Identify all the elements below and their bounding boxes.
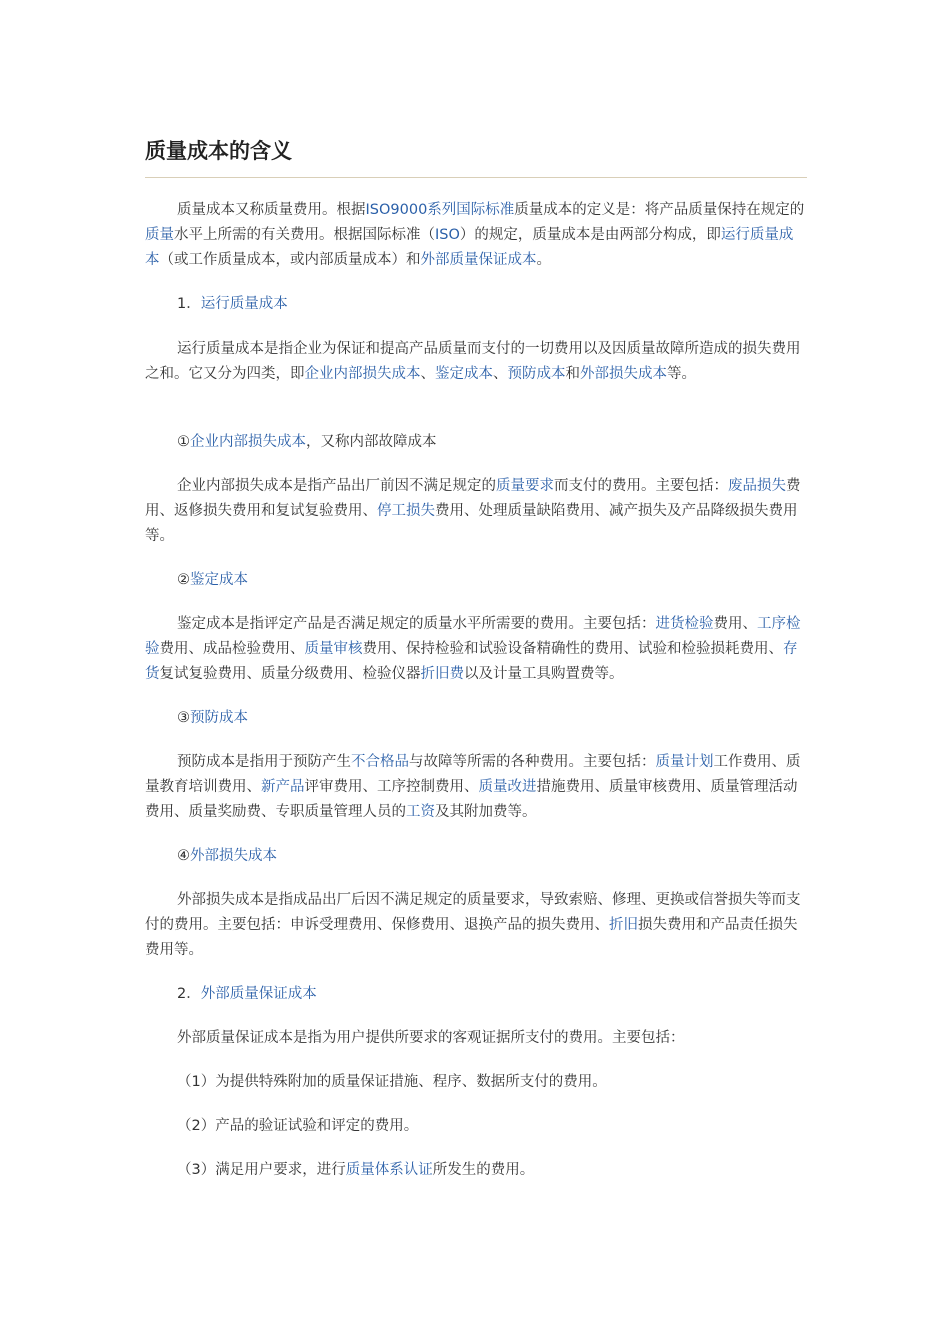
item-marker: ③ bbox=[177, 710, 190, 726]
link-operating-quality-cost-heading[interactable]: 运行质量成本 bbox=[200, 296, 288, 312]
item-marker: ① bbox=[177, 434, 190, 450]
list-item: （2）产品的验证试验和评定的费用。 bbox=[177, 1118, 419, 1134]
item-marker: ② bbox=[177, 572, 190, 588]
page-title: 质量成本的含义 bbox=[145, 139, 292, 163]
intro-paragraph bbox=[145, 198, 807, 273]
text: 等。 bbox=[667, 366, 696, 382]
text: 评审费用、工序控制费用、 bbox=[304, 779, 479, 795]
link-prevention-cost[interactable]: 预防成本 bbox=[507, 366, 566, 382]
text: 措施费用、质量审核费用、质量管理活动费用、质量奖励费、专职质量管理人员的 bbox=[145, 779, 798, 820]
item-marker: ④ bbox=[177, 848, 190, 864]
text: 企业内部损失成本是指产品出厂前因不满足规定的 bbox=[177, 478, 496, 494]
link-external-assurance-cost[interactable]: 外部质量保证成本 bbox=[420, 252, 537, 268]
link-quality-audit[interactable]: 质量审核 bbox=[304, 641, 363, 657]
text: 费用、返修损失费用和复试复验费用、 bbox=[145, 478, 801, 519]
list-item: （1）为提供特殊附加的质量保证措施、程序、数据所支付的费用。 bbox=[177, 1074, 607, 1090]
text: 及其附加费等。 bbox=[435, 804, 537, 820]
link-iso[interactable]: ISO bbox=[435, 227, 460, 243]
link-external-loss-cost[interactable]: 外部损失成本 bbox=[580, 366, 667, 382]
section-number: 2． bbox=[177, 986, 201, 1002]
link-external-loss-cost-heading[interactable]: 外部损失成本 bbox=[190, 848, 277, 864]
text: 水平上所需的有关费用。根据国际标准（ bbox=[174, 227, 435, 243]
text: ，又称内部故障成本 bbox=[306, 434, 437, 450]
title-divider bbox=[145, 177, 807, 178]
appraisal-paragraph bbox=[145, 612, 807, 687]
external-assurance-paragraph: 外部质量保证成本是指为用户提供所要求的客观证据所支付的费用。主要包括： bbox=[177, 1030, 685, 1046]
link-new-product[interactable]: 新产品 bbox=[261, 779, 305, 795]
subsection-heading-prevention bbox=[145, 706, 807, 731]
link-downtime-loss[interactable]: 停工损失 bbox=[377, 503, 435, 519]
text: 。 bbox=[536, 252, 551, 268]
prevention-paragraph bbox=[145, 750, 807, 825]
link-appraisal-cost[interactable]: 鉴定成本 bbox=[435, 366, 493, 382]
link-scrap-loss[interactable]: 废品损失 bbox=[728, 478, 786, 494]
text: 费用、成品检验费用、 bbox=[159, 641, 305, 657]
text: 复试复验费用、质量分级费用、检验仪器 bbox=[159, 666, 421, 682]
text: 质量成本的定义是：将产品质量保持在规定的 bbox=[514, 202, 805, 218]
text: 和 bbox=[565, 366, 580, 382]
link-quality-improvement[interactable]: 质量改进 bbox=[478, 779, 537, 795]
internal-loss-paragraph bbox=[145, 474, 807, 549]
link-quality-system-certification[interactable]: 质量体系认证 bbox=[345, 1162, 433, 1178]
text: 鉴定成本是指评定产品是否满足规定的质量水平所需要的费用。主要包括： bbox=[177, 616, 656, 632]
subsection-heading-external-loss bbox=[145, 844, 807, 869]
subsection-heading-appraisal bbox=[145, 568, 807, 593]
text: 所发生的费用。 bbox=[432, 1162, 535, 1178]
link-internal-loss-cost[interactable]: 企业内部损失成本 bbox=[304, 366, 421, 382]
text: （3）满足用户要求，进行 bbox=[177, 1162, 346, 1178]
text: ）的规定，质量成本是由两部分构成，即 bbox=[459, 227, 721, 243]
section-heading-2 bbox=[145, 982, 807, 1007]
text: 而支付的费用。主要包括： bbox=[554, 478, 728, 494]
link-incoming-inspection[interactable]: 进货检验 bbox=[655, 616, 714, 632]
text: 费用、 bbox=[713, 616, 757, 632]
text: 外部损失成本是指成品出厂后因不满足规定的质量要求，导致索赔、修理、更换或信誉损失等而支付的费用。主要包括：申诉受理费用、保修费用、退换产品的损失费用、 bbox=[145, 892, 801, 933]
link-appraisal-cost-heading[interactable]: 鉴定成本 bbox=[190, 572, 248, 588]
link-process-inspection[interactable]: 工序检验 bbox=[145, 616, 801, 657]
text: 费用、处理质量缺陷费用、减产损失及产品降级损失费用等。 bbox=[145, 503, 798, 544]
text: 预防成本是指用于预防产生 bbox=[177, 754, 351, 770]
link-nonconforming-product[interactable]: 不合格品 bbox=[351, 754, 409, 770]
text: 与故障等所需的各种费用。主要包括： bbox=[409, 754, 656, 770]
text: 工作费用、质量教育培训费用、 bbox=[145, 754, 801, 795]
text: 以及计量工具购置费等。 bbox=[464, 666, 624, 682]
subsection-heading-internal-loss bbox=[145, 430, 807, 455]
list-item bbox=[145, 1158, 807, 1183]
link-quality-requirement[interactable]: 质量要求 bbox=[496, 478, 554, 494]
text: 质量成本又称质量费用。根据 bbox=[177, 202, 366, 218]
text: 费用、保持检验和试验设备精确性的费用、试验和检验损耗费用、 bbox=[362, 641, 783, 657]
operating-cost-paragraph bbox=[145, 337, 807, 387]
link-depreciation[interactable]: 折旧 bbox=[609, 917, 638, 933]
link-inventory[interactable]: 存货 bbox=[145, 641, 798, 682]
link-wages[interactable]: 工资 bbox=[406, 804, 435, 820]
link-quality-plan[interactable]: 质量计划 bbox=[655, 754, 714, 770]
link-iso9000-standard[interactable]: ISO9000系列国际标准 bbox=[365, 202, 515, 218]
link-quality[interactable]: 质量 bbox=[145, 227, 174, 243]
text: 、 bbox=[420, 366, 435, 382]
section-number: 1． bbox=[177, 296, 201, 312]
text: （或工作质量成本，或内部质量成本）和 bbox=[159, 252, 421, 268]
link-external-assurance-cost-heading[interactable]: 外部质量保证成本 bbox=[200, 986, 317, 1002]
section-heading-1 bbox=[145, 292, 807, 317]
external-loss-paragraph bbox=[145, 888, 807, 963]
text: 损失费用和产品责任损失费用等。 bbox=[145, 917, 798, 958]
text: 运行质量成本是指企业为保证和提高产品质量而支付的一切费用以及因质量故障所造成的损失费用之和。它又分为四类，即 bbox=[145, 341, 801, 382]
link-depreciation-expense[interactable]: 折旧费 bbox=[420, 666, 464, 682]
link-prevention-cost-heading[interactable]: 预防成本 bbox=[190, 710, 248, 726]
text: 、 bbox=[493, 366, 508, 382]
link-internal-loss-cost-heading[interactable]: 企业内部损失成本 bbox=[190, 434, 306, 450]
link-operating-quality-cost[interactable]: 运行质量成本 bbox=[145, 227, 794, 268]
